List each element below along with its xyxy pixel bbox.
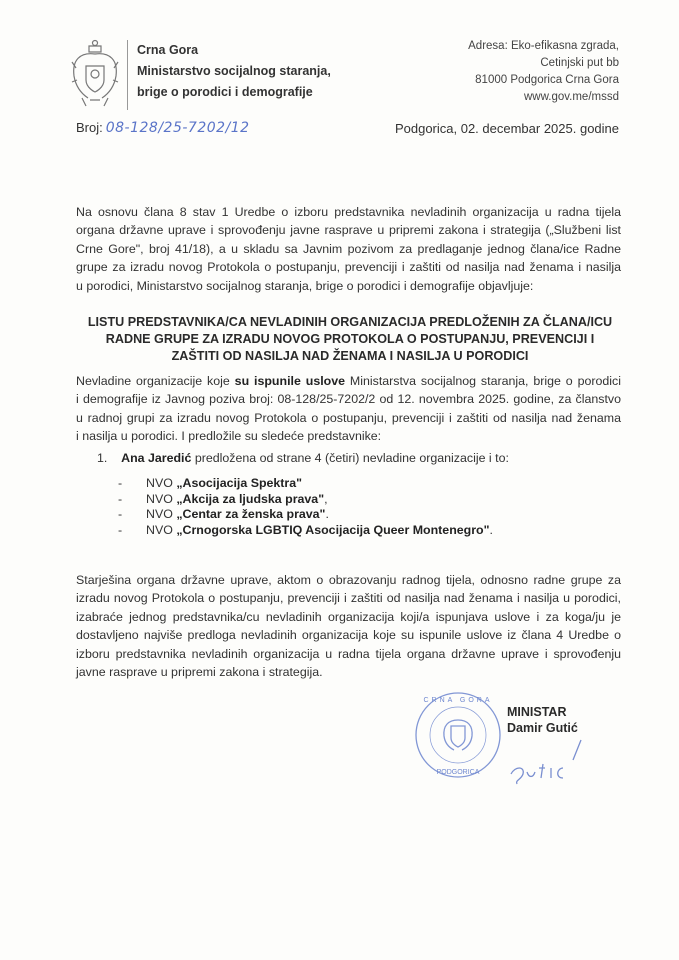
- candidate-name: Ana Jaredić: [121, 451, 192, 465]
- reference-number: [76, 120, 250, 136]
- nvo-prefix: NVO: [146, 522, 173, 537]
- text-line: u porodici, Ministarstvo socijalnog staranja, brige o porodici i demografije objavljuje:: [76, 278, 534, 293]
- signatory-title: MINISTAR: [507, 705, 567, 719]
- nvo-item: - NVO „Asocijacija Spektra": [118, 476, 303, 490]
- address-line: 81000 Podgorica Crna Gora: [475, 74, 619, 86]
- document-title: [60, 314, 640, 365]
- text-line: i demografije iz Javnog poziva broj: 08-128/25-7202/2 od 12. novembra 2025. godine, za članstvo: [76, 392, 621, 407]
- item-number: 1.: [97, 451, 108, 465]
- svg-text:CRNA GORA: CRNA GORA: [423, 697, 493, 704]
- nvo-prefix: NVO: [146, 507, 173, 521]
- org-line: Crna Gora: [137, 43, 199, 57]
- nvo-suffix: .: [325, 507, 329, 521]
- text-line: Crne Gore", broj 41/18), a u skladu sa Javnim pozivom za predlaganje jednog člana/ice Radne: [76, 241, 621, 256]
- header-divider: [127, 40, 128, 110]
- org-line: brige o porodici i demografije: [137, 85, 313, 99]
- title-line: ZAŠTITI OD NASILJA NAD ŽENAMA I NASILJA U PORODICI: [171, 349, 529, 363]
- text-line: Na osnovu člana 8 stav 1 Uredbe o izboru predstavnika nevladinih organizacija u radna tijela: [76, 205, 621, 219]
- text-line: grupe za izradu novog Protokola o postupanju, prevenciji i zaštiti od nasilja nad ženama i nasilja: [76, 260, 621, 275]
- org-line: Ministarstvo socijalnog staranja,: [137, 64, 331, 78]
- broj-label: Broj:: [76, 120, 103, 135]
- coat-of-arms-logo: [68, 38, 122, 110]
- address-line: Adresa: Eko-efikasna zgrada,: [468, 40, 619, 52]
- handwritten-signature: [505, 738, 595, 788]
- text-line: organa državne uprave i sprovođenju javne rasprave u pripremi zakona i strategija („Službeni list: [76, 223, 621, 238]
- broj-handwritten-value: 08-128/25-7202/12: [105, 120, 250, 136]
- nvo-name: „Asocijacija Spektra": [176, 476, 303, 490]
- address-block: [468, 38, 619, 106]
- text-line: dostavljeno najviše predloga nevladinih organizacija koje su ispunile uslove iz člana 4 Uredbe o: [76, 628, 621, 643]
- text-line: izradu novog Protokola o postupanju, prevenciji i zaštiti od nasilja nad ženama i nasilja u porodici,: [76, 591, 621, 606]
- text-line: javne rasprave u pripremi zakona i strategija.: [76, 665, 323, 680]
- text-line: i nasilja u porodici. I predložile su sledeće predstavnike:: [76, 429, 382, 444]
- candidate-text: predložena od strane 4 (četiri) nevladine organizacije i to:: [194, 451, 509, 465]
- closing-paragraph: [76, 571, 621, 681]
- title-line: LISTU PREDSTAVNIKA/CA NEVLADINIH ORGANIZACIJA PREDLOŽENIH ZA ČLANA/ICU: [87, 315, 613, 329]
- nvo-list: [118, 476, 493, 538]
- document-date: Podgorica, 02. decembar 2025. godine: [394, 121, 619, 136]
- nvo-name: „Crnogorska LGBTIQ Asocijacija Queer Montenegro": [176, 522, 490, 537]
- text-line: [76, 372, 621, 390]
- signature-block: [507, 704, 578, 736]
- text-line: Starješina organa državne uprave, aktom o obrazovanju radnog tijela, odnosno radne grupe za: [76, 573, 621, 587]
- svg-text:PODGORICA: PODGORICA: [436, 769, 480, 776]
- ministry-name: [137, 40, 331, 103]
- nvo-name: „Akcija za ljudska prava": [176, 491, 325, 506]
- nvo-item: - NVO „Crnogorska LGBTIQ Asocijacija Queer Montenegro" .: [118, 522, 493, 537]
- nvo-item: - NVO „Centar za ženska prava" .: [118, 507, 329, 521]
- nvo-name: „Centar za ženska prava": [176, 507, 326, 521]
- nvo-prefix: NVO: [146, 476, 173, 490]
- nvo-item: - NVO „Akcija za ljudska prava" ,: [118, 491, 328, 506]
- signatory-name: Damir Gutić: [507, 721, 578, 735]
- conditions-paragraph: [76, 372, 621, 446]
- candidate-item: [97, 450, 509, 466]
- official-stamp: [413, 690, 503, 780]
- website-link[interactable]: www.gov.me/mssd: [523, 91, 619, 103]
- nvo-suffix: ,: [324, 491, 328, 506]
- text-line: izabraće jednog predstavnika/cu nevladinih organizacija koji/a ispunjava uslove i za koga/ju je: [76, 609, 621, 624]
- text-segment: Nevladine organizacije koje: [76, 374, 230, 388]
- nvo-prefix: NVO: [146, 491, 173, 506]
- text-line: izboru predstavnika nevladinih organizacija u radna tijela organa državne uprave i sprovođenju: [76, 646, 621, 661]
- text-line: u radnoj grupi za izradu novog Protokola o postupanju, prevenciji i zaštiti od nasilja nad ženama: [76, 410, 621, 425]
- bold-segment: su ispunile uslove: [234, 374, 346, 388]
- title-line: RADNE GRUPE ZA IZRADU NOVOG PROTOKOLA O POSTUPANJU, PREVENCIJI I: [105, 332, 595, 346]
- intro-paragraph: [76, 203, 621, 295]
- address-line: Cetinjski put bb: [540, 57, 619, 69]
- nvo-suffix: .: [489, 522, 493, 537]
- text-segment: Ministarstva socijalnog staranja, brige o porodici: [349, 374, 621, 388]
